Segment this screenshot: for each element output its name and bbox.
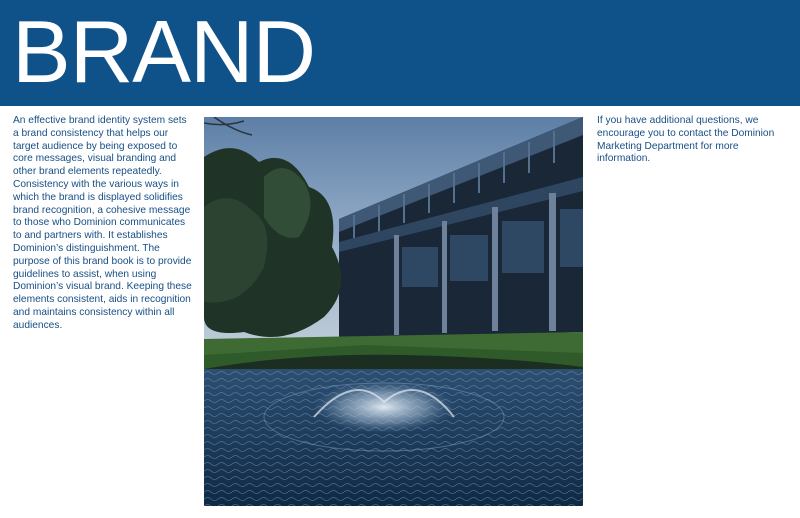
intro-paragraph: An effective brand identity system sets a brand consistency that helps our target audience by being exposed to core messages, visual branding and other brand elements repeatedly. Consistency with the various ways in which the brand is displayed solidifies brand recognition, a cohesive message to those who Dominion communicates to and partners with. It establishes Dominion’s distinguishment. The purpose of this brand book is to provide guidelines to assist, when using Dominion’s visual brand. Keeping these elements consistent, aids in recognition and maintains consistency within all audiences. xyxy=(13,115,192,331)
page-title: BRAND xyxy=(12,2,316,101)
campus-building-fountain-photo xyxy=(204,117,583,506)
header-banner xyxy=(0,0,800,106)
campus-photo xyxy=(204,117,583,506)
contact-paragraph: If you have additional questions, we encourage you to contact the Dominion Marketing Department for more information. xyxy=(597,115,775,165)
